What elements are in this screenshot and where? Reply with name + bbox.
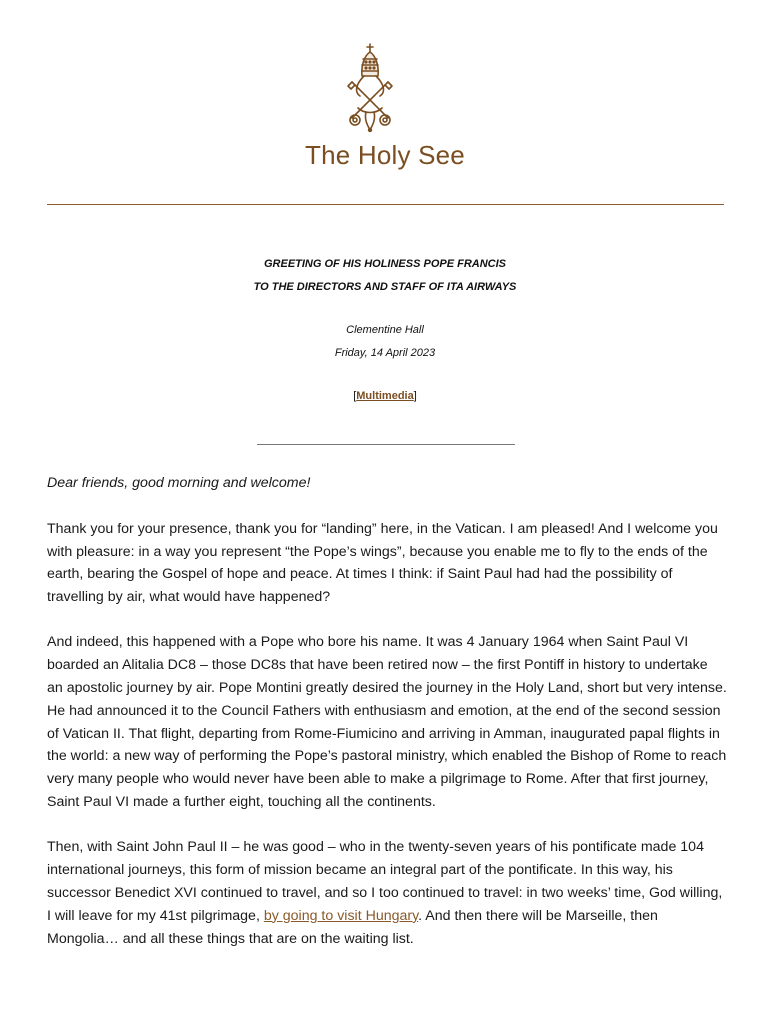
document-title-line-1: GREETING OF HIS HOLINESS POPE FRANCIS [263, 258, 507, 270]
multimedia-line [0, 390, 770, 402]
paragraph-1: Thank you for your presence, thank you for “landing” here, in the Vatican. I am pleased! And I welcome you with pleasure: in a way you represent “the Pope’s wings”, because you enable me to fly to the ends of the earth, bearing the Gospel of hope and peace. At times I think: if Saint Paul had had the possibility of travelling by air, what would have happened? [47, 520, 718, 606]
paragraph-3-text-start: Then, with Saint John Paul II – he was good – who in the twenty-seven years of his pontificate made 104 international journeys, this form of mission became an integral part of the pontificate. In this way, his successor Benedict XVI continued to travel, and so I too continued to travel: in two weeks’ time, God willing, I will leave for my 41st pilgrimage, [47, 839, 723, 924]
paragraph-2: And indeed, this happened with a Pope who bore his name. It was 4 January 1964 when Saint Paul VI boarded an Alitalia DC8 – those DC8s that have been retired now – the first Pontiff in history to undertake an apostolic journey by air. Pope Montini greatly desired the journey in the Holy Land, short but very intense. He had announced it to the Council Fathers with enthusiasm and emotion, at the end of the second session of Vatican II. That flight, departing from Rome-Fiumicino and arriving in Amman, inaugurated papal flights in the world: a new way of performing the Pope’s pastoral ministry, which enabled the Bishop of Rome to reach very many people who would never have been able to make a pilgrimage to Rome. After that first journey, Saint Paul VI made a further eight, touching all the continents. [47, 634, 727, 811]
event-date: Friday, 14 April 2023 [334, 347, 436, 359]
bracket-open: [ [353, 390, 357, 402]
papal-coat-of-arms-icon [344, 42, 396, 134]
bracket-close: ] [413, 390, 417, 402]
multimedia-link[interactable]: Multimedia [356, 390, 414, 402]
event-place: Clementine Hall [346, 324, 424, 336]
paragraph-3 [47, 836, 727, 950]
speech-body [47, 472, 727, 973]
hungary-journey-link[interactable]: by going to visit Hungary [263, 907, 419, 924]
header-divider [47, 204, 724, 205]
paragraph-3-text-end: . And then there will be Marseille, then Mongolia… and all these things that are on the waiting list. [47, 907, 658, 947]
section-separator [257, 444, 515, 445]
document-title-line-2: TO THE DIRECTORS AND STAFF OF ITA AIRWAYS [253, 281, 517, 293]
site-title[interactable]: The Holy See [305, 140, 465, 170]
salutation: Dear friends, good morning and welcome! [47, 475, 311, 491]
